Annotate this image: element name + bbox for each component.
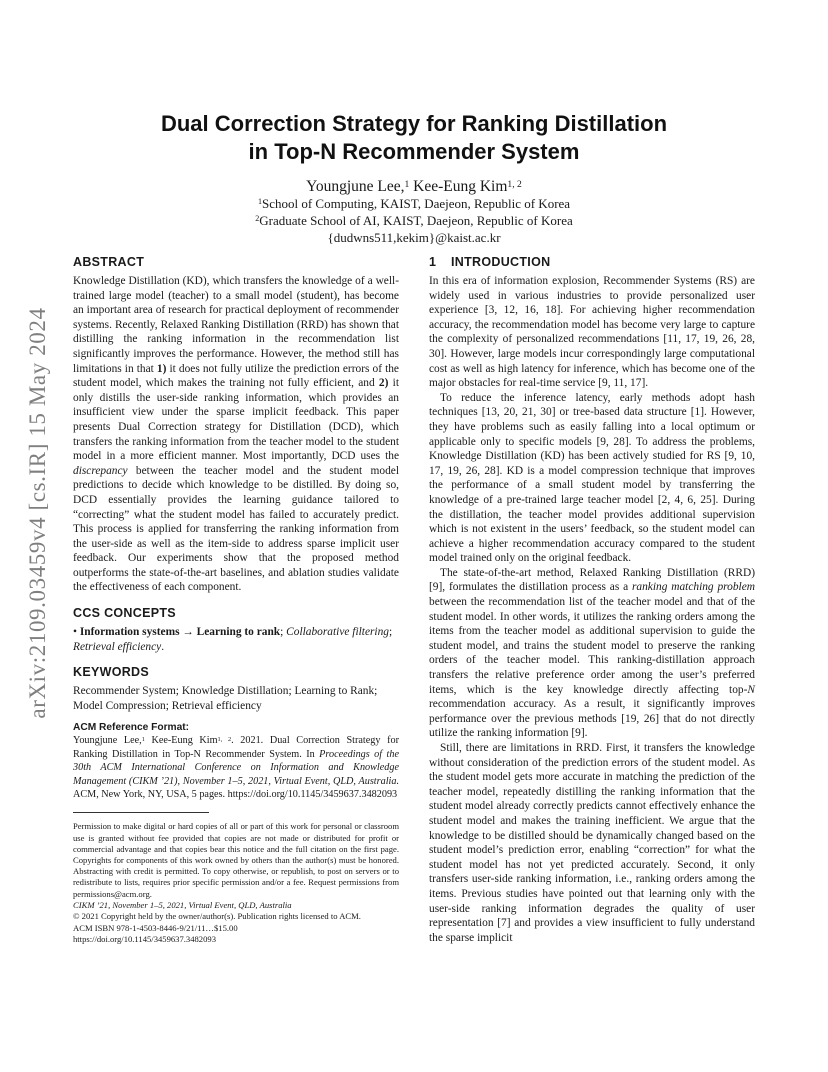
copyright-line: © 2021 Copyright held by the owner/author(s). Publication rights licensed to ACM.: [73, 911, 361, 922]
left-column: [73, 254, 399, 946]
affiliation-2: $^2$Graduate School of AI, KAIST, Daejeon, Republic of Korea: [255, 213, 573, 228]
right-column: [429, 254, 755, 945]
title-line-2: in Top-N Recommender System: [248, 139, 580, 164]
acm-reference-heading: ACM Reference Format:: [73, 722, 190, 734]
abstract-text: Knowledge Distillation (KD), which transfers the knowledge of a well-trained large model (teacher) to a small model (student), has become an important area of research for practical deployment of recommender systems. Recently, Relaxed Ranking Distillation (RRD) has shown that distilling the ranking information in the recommendation list significantly improves the performance. However, the method still has limitations in that 1) it does not fully utilize the prediction errors of the student model, which makes the training not fully efficient, and 2) it only distills the user-side ranking information, which provides an insufficient view under the sparse implicit feedback. This paper presents Dual Correction strategy for Distillation (DCD), which transfers the ranking information from the teacher model to the student model in a more efficient manner. Most importantly, DCD uses the discrepancy between the teacher model and the student model predictions to decide which knowledge to be distilled. By doing so, DCD essentially provides the learning guidance tailored to “correcting” what the student model has failed to accurately predict. This process is applied for transferring the ranking information from the user-side as well as the item-side to address sparse implicit user feedback. Our experiments show that the proposed method outperforms the state-of-the-art baselines, and ablation studies validate the effectiveness of each component.: [73, 275, 399, 594]
intro-paragraph-1: In this era of information explosion, Recommender Systems (RS) are widely used in various industries to provide personalized user experience [3, 12, 16, 18]. For achieving higher recommendation accuracy, the recommendation model has become very large to capture the complexity of personalized recommendations [11, 17, 19, 26, 28, 30]. However, large models incur correspondingly large computational cost as well as high latency for inference, which has become one of the major obstacles for real-time service [9, 11, 17].: [429, 275, 755, 390]
footnote-divider: [73, 812, 209, 813]
intro-paragraph-2: To reduce the inference latency, early methods adopt hash techniques [13, 20, 21, 30] or tree-based data structure [1]. However, they have problems such as easily falling into a local optimum or applicable only to specific models [9, 28]. To address the problems, Knowledge Distillation (KD) has been actively studied for RS [9, 10, 17, 19, 26, 28]. KD is a model compression technique that improves the performance of a small student model by transferring the knowledge of a pre-trained large teacher model [2, 4, 6, 25]. During the distillation, the teacher model provides additional supervision which is not existent in the users’ feedback, so the student model can achieve a higher recommendation accuracy compared to the student model trained only on the original feedback.: [429, 391, 755, 565]
affiliation-1: $^1$School of Computing, KAIST, Daejeon, Republic of Korea: [257, 196, 571, 211]
acm-reference-text: Youngjune Lee,$^1$ Kee-Eung Kim$^{1, 2}$. 2021. Dual Correction Strategy for Ranking Distillation in Top-N Recommender System. In Proceedings of the 30th ACM International Conference on Information and Knowledge Management (CIKM ’21), November 1–5, 2021, Virtual Event, QLD, Australia. ACM, New York, NY, USA, 5 pages. https://doi.org/10.1145/3459637.3482093: [73, 735, 399, 801]
keywords-text: Recommender System; Knowledge Distillation; Learning to Rank; Model Compression; Retrieval efficiency: [73, 685, 378, 712]
ccs-heading: CCS CONCEPTS: [73, 606, 176, 621]
introduction-heading: 1 INTRODUCTION: [429, 255, 551, 269]
title-line-1: Dual Correction Strategy for Ranking Distillation: [160, 111, 668, 136]
intro-paragraph-4: Still, there are limitations in RRD. First, it transfers the knowledge without consideration of the prediction errors of the student model. As the student model gets more accurate in matching the prediction of the teacher model, repeatedly distilling the ranking information that the student model already correctly predicts cannot effectively enhance the student model and makes the training inefficient. We argue that the knowledge to be distilled should be dynamically changed based on the student model’s prediction error, enabling “correction” for what the student model has not yet predicted accurately. Second, it only transfers user-side ranking information, i.e., ranking orders among the items. Previous studies have pointed out that learning only with the user-side ranking information degrades the quality of user representation [7] and provides a view insufficient to fully understand the sparse implicit: [429, 742, 755, 944]
permission-notice: Permission to make digital or hard copies of all or part of this work for personal or classroom use is granted without fee provided that copies are not made or distributed for profit or commercial advantage and that copies bear this notice and the full citation on the first page. Copyrights for components of this work owned by others than the author(s) must be honored. Abstracting with credit is permitted. To copy otherwise, or republish, to post on servers or to redistribute to lists, requires prior specific permission and/or a fee. Request permissions from permissions@acm.org.: [73, 821, 399, 899]
paper-title: [74, 110, 754, 166]
isbn-line: ACM ISBN 978-1-4503-8446-9/21/11…$15.00: [73, 922, 238, 933]
intro-paragraph-3: The state-of-the-art method, Relaxed Ranking Distillation (RRD) [9], formulates the distillation process as a ranking matching problem between the recommendation list of the teacher model and that of the student model. In other words, it utilizes the ranking orders among the items from the teacher model as additional supervision to guide the student model, and trains the student model to preserve the ranking orders of the teacher model. This ranking-distillation approach transfers the relative preference order among the user’s preferred items, which is the key knowledge directly affecting top-N recommendation accuracy. As a result, it significantly improves performance over the previous methods [19, 26] that do not directly utilize the ranking information [9].: [429, 566, 755, 740]
conference-line: CIKM ’21, November 1–5, 2021, Virtual Event, QLD, Australia: [73, 899, 292, 910]
author-emails: {dudwns511,kekim}@kaist.ac.kr: [327, 230, 501, 245]
arxiv-sidebar-stamp: arXiv:2109.03459v4 [cs.IR] 15 May 2024: [25, 307, 50, 719]
author-list: Youngjune Lee,$^1$ Kee-Eung Kim$^{1, 2}$: [306, 178, 522, 195]
keywords-heading: KEYWORDS: [73, 665, 150, 680]
doi-line: https://doi.org/10.1145/3459637.3482093: [73, 934, 216, 945]
ccs-concepts-text: • Information systems → Learning to rank; Collaborative filtering; Retrieval efficiency.: [73, 626, 393, 653]
abstract-heading: ABSTRACT: [73, 255, 145, 269]
affiliations: [74, 195, 754, 246]
